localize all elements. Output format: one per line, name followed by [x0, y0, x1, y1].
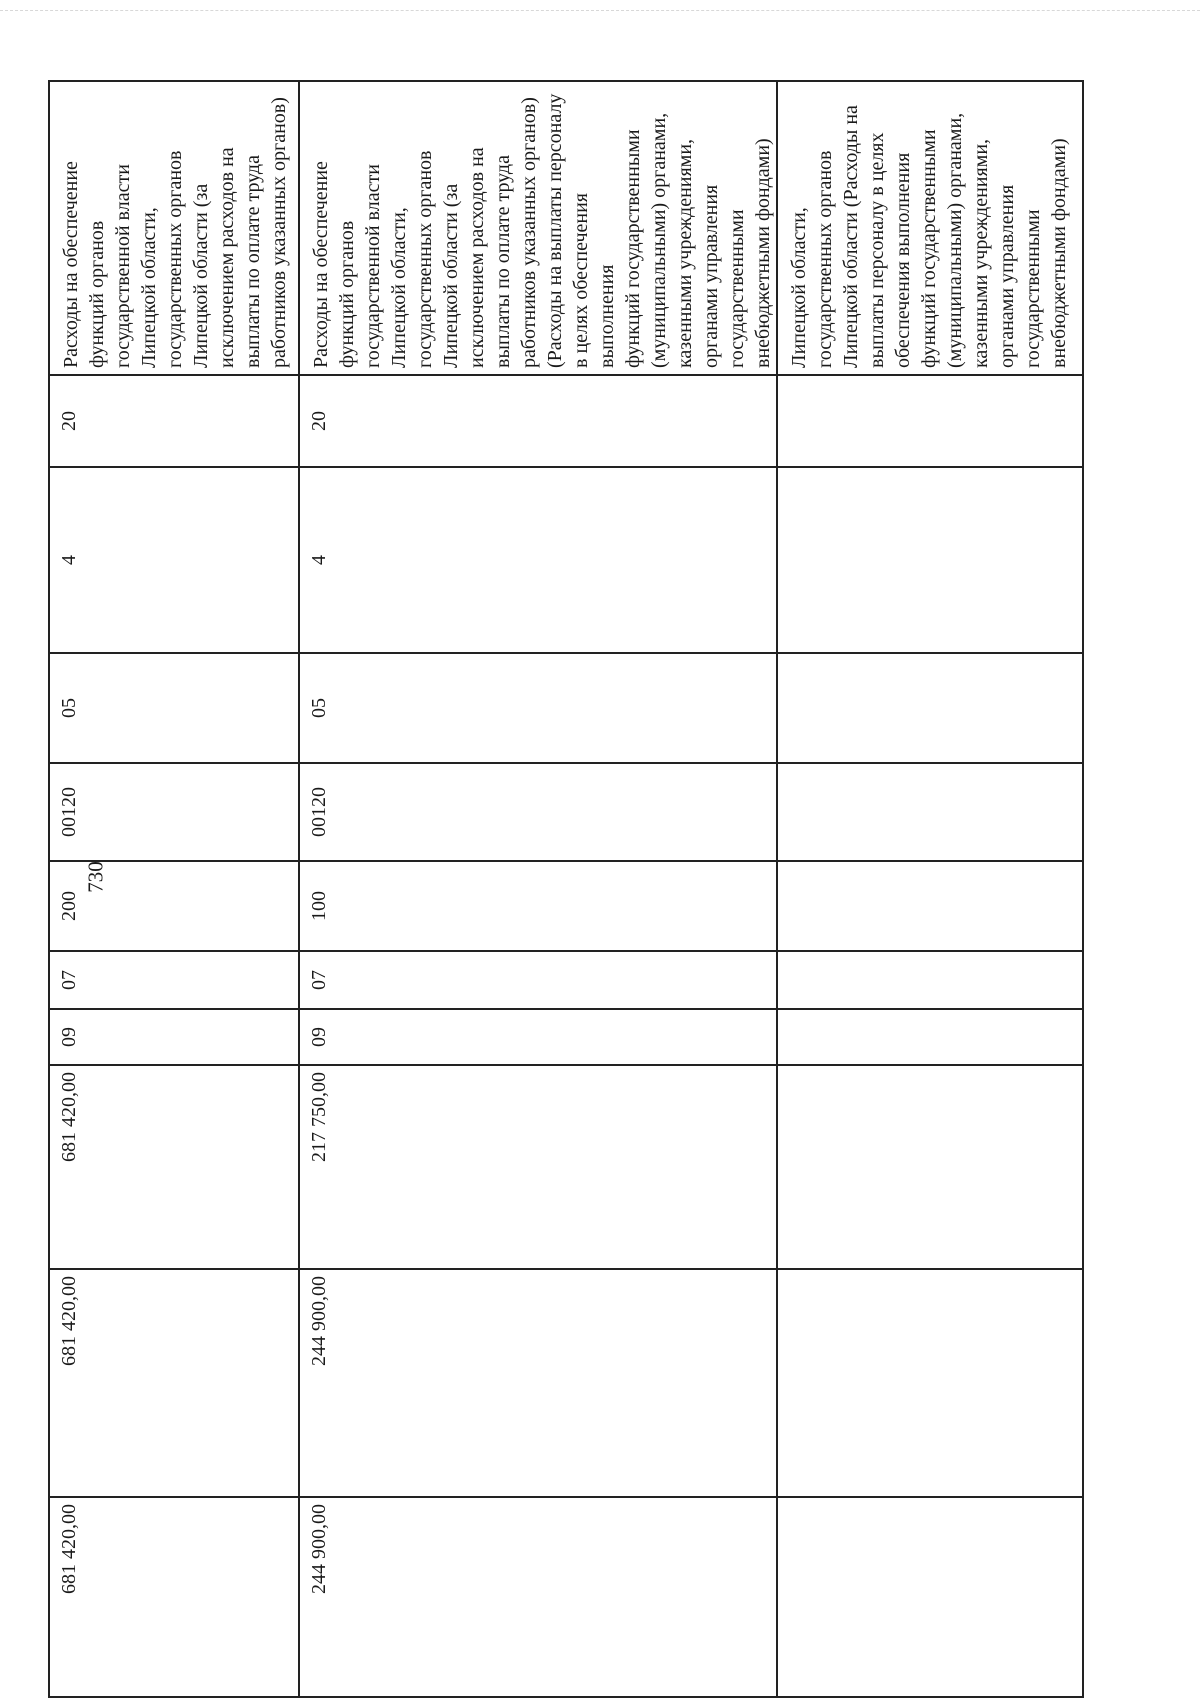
sum-1-cell [49, 1065, 299, 1269]
description-line: Липецкой области (Расходы на [840, 105, 862, 368]
scan-edge [0, 0, 1200, 11]
code-b-cell [49, 1009, 299, 1065]
sum-2-cell-value: 681 420,00 [58, 1276, 80, 1366]
target-cell [299, 763, 777, 861]
section-cell-value: 4 [308, 555, 330, 565]
sum-2-cell [299, 1269, 777, 1497]
description-line: государственной власти [112, 164, 134, 368]
sum-1-cell-value: 217 750,00 [308, 1072, 330, 1162]
table-row [777, 81, 1083, 1697]
code-b-cell [299, 1009, 777, 1065]
table-row [299, 81, 777, 1697]
description-line: государственными [726, 209, 748, 368]
description-line: выплаты по оплате труда [492, 155, 514, 368]
description-line: Расходы на обеспечение [310, 161, 332, 368]
subsection-cell [299, 653, 777, 763]
target-cell [49, 763, 299, 861]
sum-2-cell [777, 1269, 1083, 1497]
sum-2-cell [49, 1269, 299, 1497]
expense-type-cell-value: 200 [58, 891, 80, 921]
description-line: государственными [1022, 209, 1044, 368]
sum-3-cell [299, 1497, 777, 1697]
description-line: (муниципальными) органами, [944, 112, 966, 368]
subsection-cell [777, 653, 1083, 763]
ministry-cell-value: 20 [58, 411, 80, 431]
description-line: функций органов [336, 220, 358, 368]
sum-3-cell-value: 244 900,00 [308, 1504, 330, 1594]
expense-type-cell-value: 100 [308, 891, 330, 921]
subsection-cell-value: 05 [58, 698, 80, 718]
sum-2-cell-value: 244 900,00 [308, 1276, 330, 1366]
description-line: Расходы на обеспечение [60, 161, 82, 368]
description-line: казенными учреждениями, [970, 138, 992, 368]
description-line: Липецкой области, [138, 207, 160, 368]
code-a-cell-value: 07 [58, 970, 80, 990]
target-cell-value: 00120 [58, 787, 80, 837]
ministry-cell-value: 20 [308, 411, 330, 431]
section-cell [49, 467, 299, 653]
description-line: органами управления [700, 184, 722, 368]
ministry-cell [49, 375, 299, 467]
description-line: обеспечения выполнения [892, 152, 914, 368]
description-line: казенными учреждениями, [674, 138, 696, 368]
description-line: функций органов [86, 220, 108, 368]
sum-3-cell [49, 1497, 299, 1697]
subsection-cell-value: 05 [308, 698, 330, 718]
description-line: органами управления [996, 184, 1018, 368]
description-line: Липецкой области (за [190, 183, 212, 368]
description-line: работников указанных органов) [268, 97, 290, 368]
section-cell [299, 467, 777, 653]
section-cell-value: 4 [58, 555, 80, 565]
description-cell [777, 81, 1083, 375]
ministry-cell [299, 375, 777, 467]
description-line: государственных органов [414, 150, 436, 368]
description-line: внебюджетными фондами) [752, 138, 774, 368]
description-line: работников указанных органов) [518, 97, 540, 368]
code-b-cell-value: 09 [308, 1027, 330, 1047]
description-line: выплаты персоналу в целях [866, 132, 888, 368]
description-line: исключением расходов на [466, 147, 488, 368]
description-line: государственных органов [814, 150, 836, 368]
description-line: функций государственными [918, 129, 940, 368]
description-cell [299, 81, 777, 375]
description-line: Липецкой области, [388, 207, 410, 368]
description-line: функций государственными [622, 129, 644, 368]
expense-type-cell [777, 861, 1083, 951]
code-a-cell [299, 951, 777, 1009]
target-cell-value: 00120 [308, 787, 330, 837]
budget-table [48, 80, 1084, 1698]
code-b-cell-value: 09 [58, 1027, 80, 1047]
description-line: в целях обеспечения выполнения [570, 193, 618, 368]
sum-1-cell [299, 1065, 777, 1269]
page-number: 730 [83, 861, 108, 893]
ministry-cell [777, 375, 1083, 467]
description-line: (Расходы на выплаты персоналу [544, 93, 566, 368]
description-line: исключением расходов на [216, 147, 238, 368]
subsection-cell [49, 653, 299, 763]
description-line: выплаты по оплате труда [242, 155, 264, 368]
code-a-cell-value: 07 [308, 970, 330, 990]
code-a-cell [49, 951, 299, 1009]
description-cell [49, 81, 299, 375]
sum-1-cell [777, 1065, 1083, 1269]
code-b-cell [777, 1009, 1083, 1065]
code-a-cell [777, 951, 1083, 1009]
description-line: (муниципальными) органами, [648, 112, 670, 368]
description-line: государственной власти [362, 164, 384, 368]
description-line: Липецкой области (за [440, 183, 462, 368]
sum-3-cell-value: 681 420,00 [58, 1504, 80, 1594]
section-cell [777, 467, 1083, 653]
table-row [49, 81, 299, 1697]
description-line: Липецкой области, [788, 207, 810, 368]
expense-type-cell [299, 861, 777, 951]
sum-1-cell-value: 681 420,00 [58, 1072, 80, 1162]
sum-3-cell [777, 1497, 1083, 1697]
target-cell [777, 763, 1083, 861]
description-line: внебюджетными фондами) [1048, 138, 1070, 368]
description-line: государственных органов [164, 150, 186, 368]
expense-type-cell [49, 861, 299, 951]
